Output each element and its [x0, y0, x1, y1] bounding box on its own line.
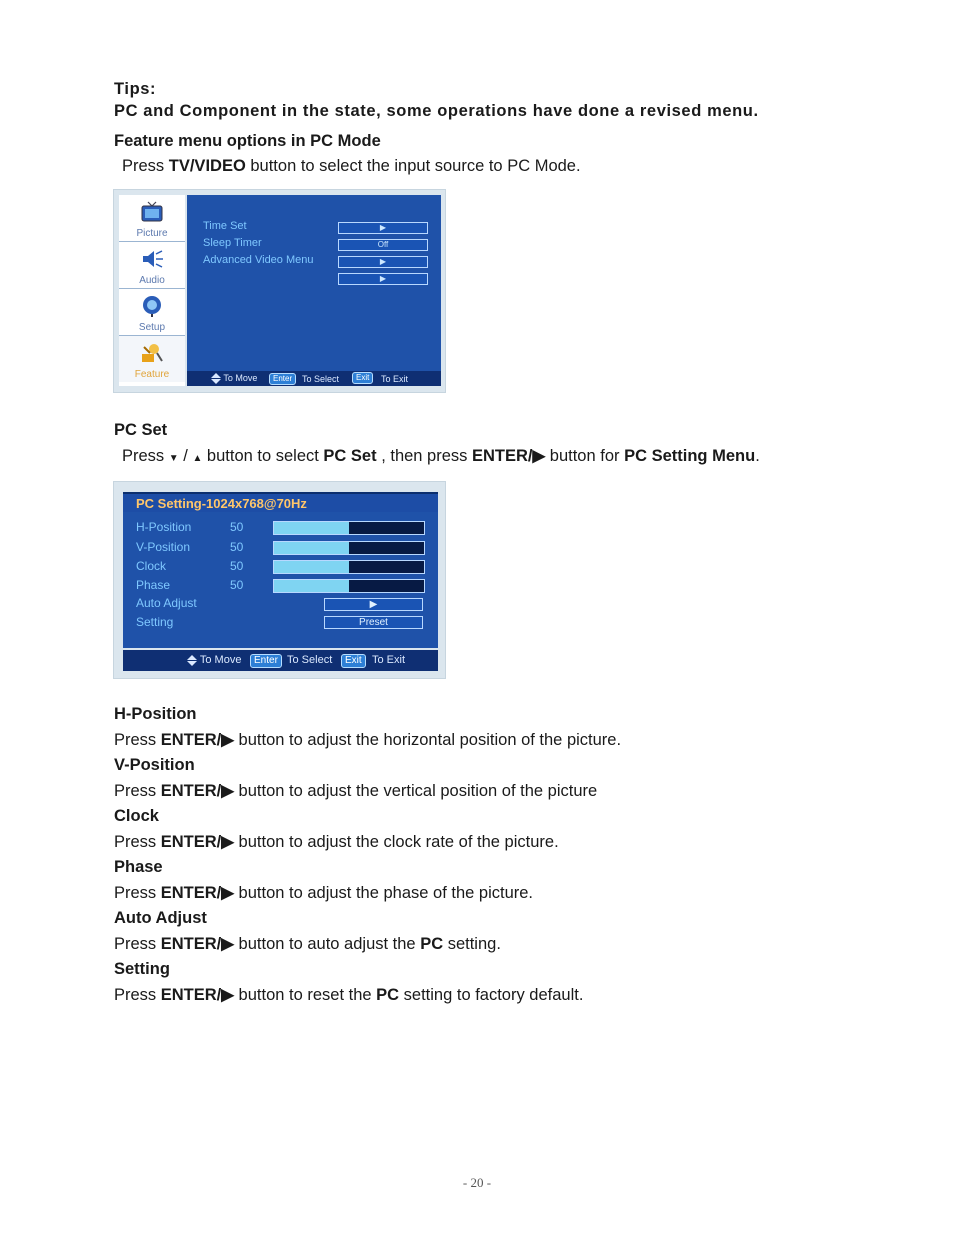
auto-adjust-description: Press ENTER/▶ button to auto adjust the PC setting.: [114, 935, 501, 953]
clock-description: Press ENTER/▶ button to adjust the clock rate of the picture.: [114, 833, 559, 851]
footer-exit: To Exit: [372, 654, 406, 666]
feature-menu-sidebar: [119, 195, 185, 386]
h-position-heading: H-Position: [114, 705, 197, 723]
feature-menu-footer: [187, 371, 441, 386]
footer-move: To Move: [199, 654, 242, 666]
slider-fill: [274, 561, 349, 573]
h-position-slider[interactable]: [273, 521, 425, 535]
pc-row-clock[interactable]: Clock: [136, 559, 167, 573]
menu-row-sleep-timer[interactable]: Sleep Timer: [203, 237, 262, 249]
phase-heading: Phase: [114, 858, 163, 876]
tips-label: Tips:: [114, 80, 157, 98]
pc-set-value[interactable]: ▶: [338, 273, 428, 285]
exit-key: Exit: [352, 372, 373, 384]
footer-move: To Move: [223, 373, 258, 383]
up-down-arrow-icon: [211, 373, 221, 384]
tools-icon: [140, 342, 164, 364]
sleep-timer-value[interactable]: Off: [338, 239, 428, 251]
pcset-heading: PC Set: [114, 421, 168, 439]
phase-slider[interactable]: [273, 579, 425, 593]
pc-menu-panel: [123, 512, 438, 648]
sidebar-item-picture[interactable]: [119, 195, 185, 242]
enter-key: Enter: [269, 373, 296, 385]
pc-row-h-position[interactable]: H-Position: [136, 520, 192, 534]
sidebar-item-label: Picture: [136, 228, 168, 239]
phase-description: Press ENTER/▶ button to adjust the phase of the picture.: [114, 884, 534, 902]
pcset-instruction: Press ▼ / ▲ button to select PC Set , then press ENTER/▶ button for PC Setting Menu.: [122, 447, 760, 465]
speaker-icon: [140, 248, 164, 270]
feature-instruction: Press TV/VIDEO button to select the input source to PC Mode.: [122, 157, 581, 175]
feature-heading: Feature menu options in PC Mode: [114, 132, 381, 150]
v-position-heading: V-Position: [114, 756, 195, 774]
up-down-arrow-icon: [187, 655, 197, 666]
pc-setting-menu-screen: [114, 482, 445, 678]
down-arrow-icon: ▼: [168, 453, 179, 464]
sidebar-item-feature[interactable]: [119, 336, 185, 382]
clock-value: 50: [230, 559, 244, 573]
footer-exit: To Exit: [381, 374, 409, 384]
h-position-description: Press ENTER/▶ button to adjust the horizontal position of the picture.: [114, 731, 622, 749]
footer-select: To Select: [287, 654, 333, 666]
tips-text: PC and Component in the state, some operations have done a revised menu.: [114, 102, 759, 120]
feature-menu-screen: [114, 190, 445, 392]
setting-description: Press ENTER/▶ button to reset the PC setting to factory default.: [114, 986, 584, 1004]
exit-key: Exit: [341, 654, 366, 668]
pc-row-v-position[interactable]: V-Position: [136, 540, 191, 554]
slider-fill: [274, 580, 349, 592]
sidebar-item-label: Setup: [138, 322, 166, 333]
sidebar-item-label: Audio: [139, 275, 165, 286]
pc-row-phase[interactable]: Phase: [136, 578, 171, 592]
h-position-value: 50: [230, 520, 244, 534]
slider-fill: [274, 542, 349, 554]
phase-value: 50: [230, 578, 244, 592]
v-position-value: 50: [230, 540, 244, 554]
up-arrow-icon: ▲: [192, 453, 203, 464]
pc-menu-footer: [123, 650, 438, 671]
setting-preset-value[interactable]: Preset: [324, 616, 423, 629]
footer-select: To Select: [302, 374, 340, 384]
setting-heading: Setting: [114, 960, 170, 978]
auto-adjust-value[interactable]: ▶: [324, 598, 423, 611]
page-number: - 20 -: [462, 1175, 492, 1190]
pc-row-auto-adjust[interactable]: Auto Adjust: [136, 596, 197, 610]
menu-row-advanced-video[interactable]: Advanced Video Menu: [203, 254, 314, 266]
sidebar-item-label: Feature: [134, 369, 170, 380]
advanced-video-value[interactable]: ▶: [338, 256, 428, 268]
clock-slider[interactable]: [273, 560, 425, 574]
enter-key: Enter: [250, 654, 282, 668]
satellite-dish-icon: [140, 295, 164, 317]
slider-fill: [274, 522, 349, 534]
time-set-value[interactable]: ▶: [338, 222, 428, 234]
v-position-slider[interactable]: [273, 541, 425, 555]
pc-menu-title: PC Setting-1024x768@70Hz: [123, 492, 438, 512]
menu-row-time-set[interactable]: Time Set: [203, 220, 247, 232]
sidebar-item-audio[interactable]: [119, 242, 185, 289]
pc-row-setting[interactable]: Setting: [136, 615, 174, 629]
clock-heading: Clock: [114, 807, 159, 825]
sidebar-item-setup[interactable]: [119, 289, 185, 336]
v-position-description: Press ENTER/▶ button to adjust the vertical position of the picture: [114, 782, 598, 800]
auto-adjust-heading: Auto Adjust: [114, 909, 207, 927]
feature-menu-panel: [187, 195, 441, 371]
tv-icon: [140, 201, 164, 223]
